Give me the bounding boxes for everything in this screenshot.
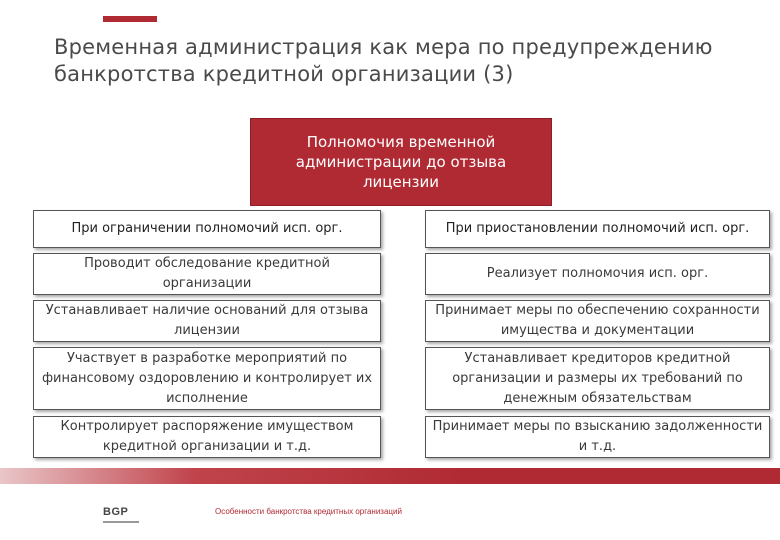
- logo-underline: [103, 521, 139, 523]
- footer-caption: Особенности банкротства кредитных организаций: [215, 507, 402, 516]
- right-cell-1: Реализует полномочия исп. орг.: [425, 253, 770, 295]
- slide-title: [54, 34, 774, 88]
- slide-title-line-2: банкротства кредитной организации (3): [54, 62, 514, 86]
- title-accent-bar: [103, 16, 157, 22]
- left-cell-3: Участвует в разработке мероприятий по финансовому оздоровлению и контролирует их исполнение: [33, 347, 381, 410]
- bgp-logo: BGP: [103, 506, 129, 518]
- left-cell-2: Устанавливает наличие оснований для отзыва лицензии: [33, 300, 381, 342]
- right-cell-2: Принимает меры по обеспечению сохранности имущества и документации: [425, 300, 770, 342]
- left-cell-4: Контролирует распоряжение имуществом кредитной организации и т.д.: [33, 416, 381, 458]
- left-cell-1: Проводит обследование кредитной организации: [33, 253, 381, 295]
- right-cell-4: Принимает меры по взысканию задолженности и т.д.: [425, 416, 770, 458]
- right-column-header: При приостановлении полномочий исп. орг.: [425, 210, 770, 248]
- powers-heading-box: Полномочия временной администрации до отзыва лицензии: [250, 118, 552, 206]
- footer-accent-band: [0, 468, 780, 484]
- slide-title-line-1: Временная администрация как мера по предупреждению: [54, 35, 713, 59]
- left-column-header: При ограничении полномочий исп. орг.: [33, 210, 381, 248]
- right-cell-3: Устанавливает кредиторов кредитной организации и размеры их требований по денежным обязательствам: [425, 347, 770, 410]
